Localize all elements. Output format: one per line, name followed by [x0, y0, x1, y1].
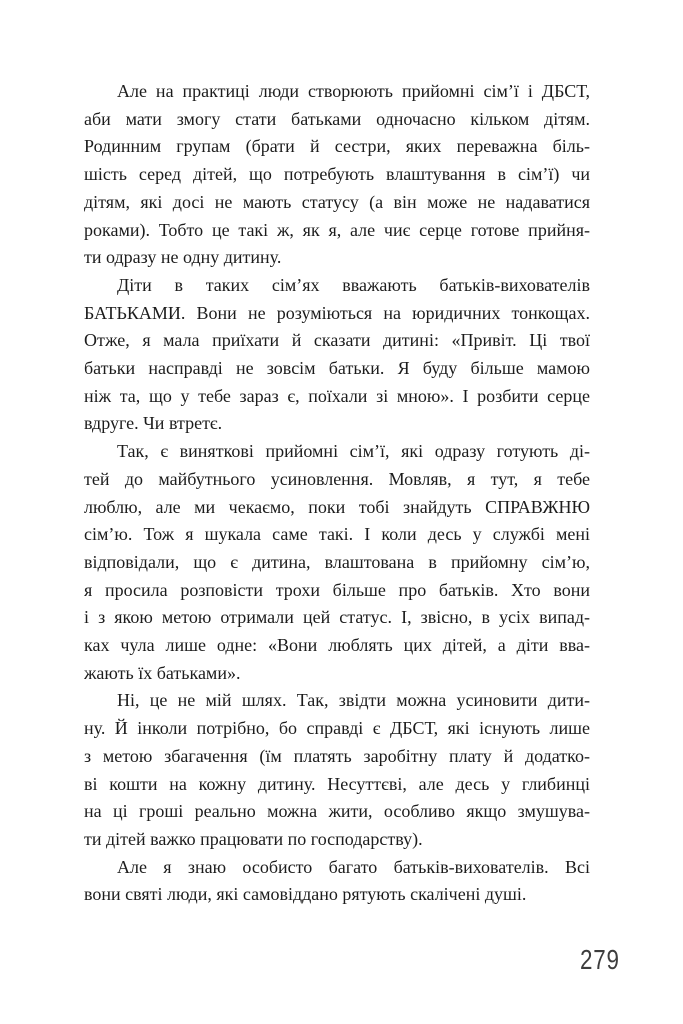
- text-line: ніж та, що у тебе зараз є, поїхали зі мною». І розбити серце: [84, 385, 590, 406]
- text-line: вдруге. Чи втретє.: [84, 413, 223, 434]
- text-line: Але на практиці люди створюють прийомні сім’ї і ДБСТ,: [117, 81, 590, 101]
- text-line: ві кошти на кожну дитину. Несуттєві, але десь у глибинці: [84, 773, 590, 794]
- text-line: дітям, які досі не мають статусу (а він може не надаватися: [84, 191, 590, 212]
- text-line: Але я знаю особисто багато батьків-вихователів. Всі: [117, 856, 590, 877]
- paragraph: [84, 438, 590, 687]
- paragraph: [84, 854, 590, 909]
- text-line: вони святі люди, які самовіддано рятують скалічені душі.: [84, 884, 527, 905]
- text-line: ти дітей важко працювати по господарству).: [84, 828, 423, 849]
- page-number: 279: [580, 944, 620, 975]
- text-line: роками). Тобто це такі ж, як я, але чиє серце готове прийня-: [84, 219, 590, 240]
- text-line: Родинним групам (брати й сестри, яких переважна біль-: [84, 136, 590, 157]
- text-line: БАТЬКАМИ. Вони не розуміються на юридичних тонкощах.: [84, 302, 590, 323]
- text-line: батьки насправді не зовсім батьки. Я буду більше мамою: [84, 358, 590, 379]
- text-line: аби мати змогу стати батьками одночасно кільком дітям.: [84, 108, 590, 129]
- paragraph: [84, 78, 590, 272]
- text-line: тей до майбутнього усиновлення. Мовляв, я тут, я тебе: [84, 468, 590, 489]
- paragraph: [84, 272, 590, 438]
- text-line: Ні, це не мій шлях. Так, звідти можна усиновити дити-: [117, 690, 590, 711]
- text-line: з метою збагачення (їм платять заробітну плату й додатко-: [84, 745, 590, 766]
- text-line: Отже, я мала приїхати й сказати дитині: «Привіт. Ці твої: [84, 330, 590, 351]
- text-line: відповідали, що є дитина, влаштована в прийомну сім’ю,: [84, 551, 590, 572]
- text-line: сім’ю. Тож я шукала саме такі. І коли десь у службі мені: [84, 524, 590, 545]
- text-line: шість серед дітей, що потребують влаштування в сім’ї) чи: [84, 164, 590, 185]
- text-line: жають їх батьками».: [84, 662, 241, 683]
- text-line: і з якою метою отримали цей статус. І, звісно, в усіх випад-: [84, 607, 590, 628]
- text-line: ну. Й інколи потрібно, бо справді є ДБСТ, які існують лише: [84, 718, 590, 739]
- text-line: люблю, але ми чекаємо, поки тобі знайдуть СПРАВЖНЮ: [84, 496, 590, 517]
- text-block: [84, 78, 590, 909]
- text-line: ках чула лише одне: «Вони люблять цих дітей, а діти вва-: [84, 635, 590, 656]
- text-line: Так, є виняткові прийомні сім’ї, які одразу готують ді-: [117, 441, 590, 462]
- text-line: на ці гроші реально можна жити, особливо якщо змушува-: [84, 801, 590, 822]
- text-line: я просила розповісти трохи більше про батьків. Хто вони: [84, 579, 590, 600]
- text-line: Діти в таких сім’ях вважають батьків-вихователів: [117, 274, 590, 295]
- text-line: ти одразу не одну дитину.: [84, 247, 282, 268]
- paragraph: [84, 687, 590, 853]
